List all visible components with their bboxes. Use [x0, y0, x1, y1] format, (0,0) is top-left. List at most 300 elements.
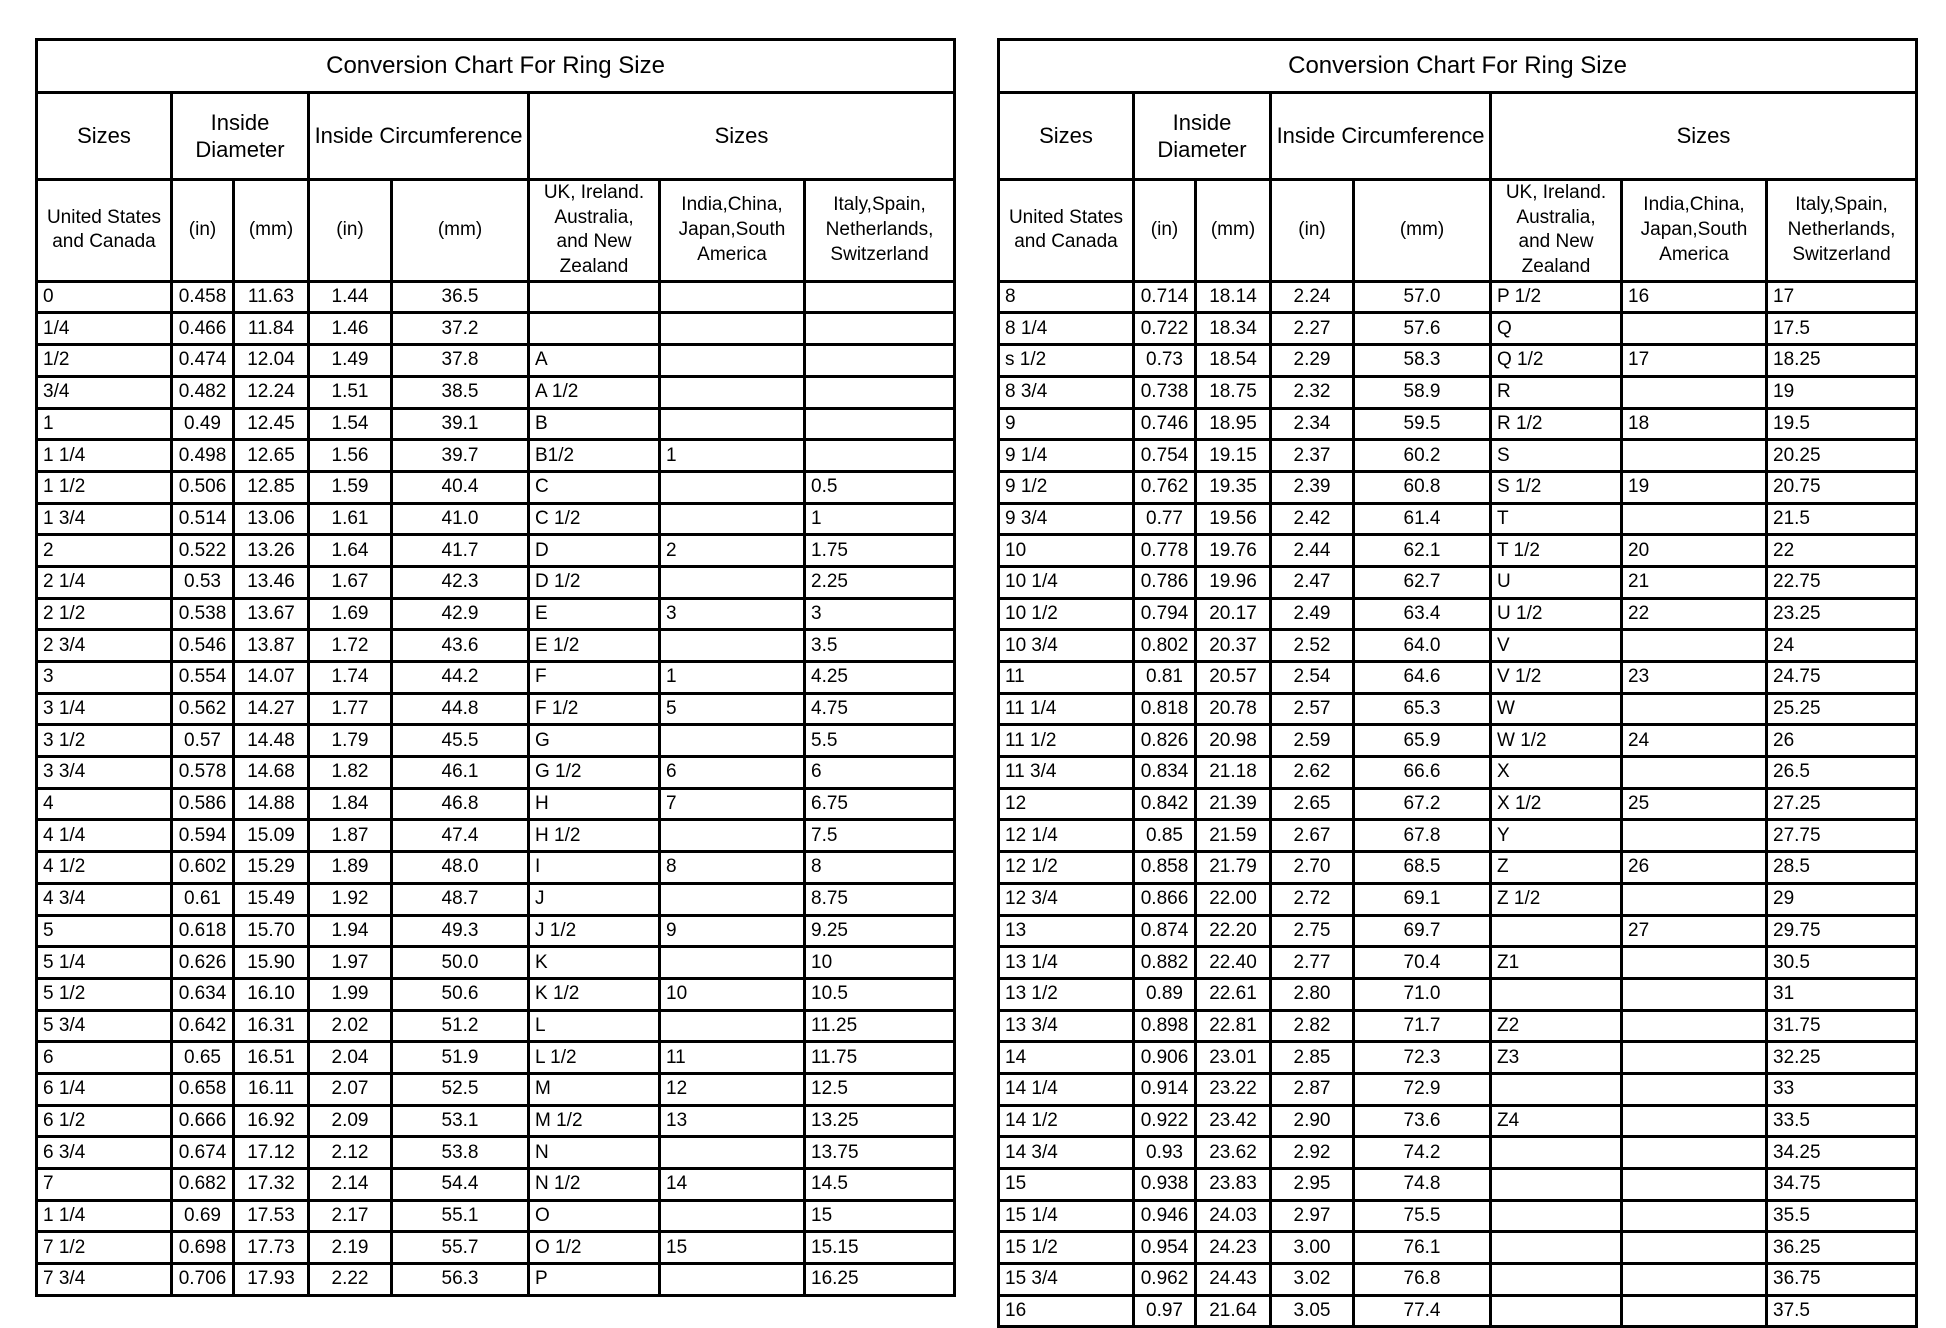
cell-uk-size: T [1491, 503, 1622, 535]
table-row [999, 947, 1917, 979]
cell-diameter-in: 0.642 [172, 1010, 234, 1042]
cell-diameter-in: 0.474 [172, 345, 234, 377]
cell-diameter-mm: 15.49 [234, 883, 309, 915]
cell-uk-size [1491, 1073, 1622, 1105]
cell-diameter-in: 0.778 [1134, 535, 1196, 567]
cell-us-size: 12 3/4 [999, 883, 1134, 915]
cell-uk-size: O 1/2 [529, 1232, 660, 1264]
cell-circumference-mm: 41.7 [392, 535, 529, 567]
cell-uk-size: G 1/2 [529, 757, 660, 789]
cell-italy-size: 11.75 [805, 1042, 955, 1074]
cell-circumference-in: 2.49 [1271, 598, 1354, 630]
column-header-uk: UK, Ireland. Australia, and New Zealand [1491, 180, 1622, 282]
cell-us-size: 9 1/4 [999, 440, 1134, 472]
cell-india-size [660, 408, 805, 440]
table-row [999, 1073, 1917, 1105]
cell-us-size: 5 1/2 [37, 978, 172, 1010]
cell-diameter-in: 0.634 [172, 978, 234, 1010]
table-row [37, 1105, 955, 1137]
cell-india-size: 1 [660, 440, 805, 472]
table-row [999, 1042, 1917, 1074]
cell-diameter-in: 0.514 [172, 503, 234, 535]
cell-diameter-mm: 15.70 [234, 915, 309, 947]
cell-italy-size: 5.5 [805, 725, 955, 757]
cell-italy-size: 11.25 [805, 1010, 955, 1042]
cell-uk-size: H 1/2 [529, 820, 660, 852]
cell-india-size [1622, 630, 1767, 662]
cell-circumference-in: 2.14 [309, 1169, 392, 1201]
cell-italy-size: 26.5 [1767, 757, 1917, 789]
cell-circumference-in: 2.07 [309, 1073, 392, 1105]
cell-circumference-in: 2.32 [1271, 376, 1354, 408]
table-row [999, 693, 1917, 725]
cell-us-size: 10 1/2 [999, 598, 1134, 630]
cell-diameter-mm: 20.37 [1196, 630, 1271, 662]
cell-diameter-in: 0.666 [172, 1105, 234, 1137]
cell-india-size: 20 [1622, 535, 1767, 567]
table-row [999, 725, 1917, 757]
cell-italy-size: 19 [1767, 376, 1917, 408]
cell-italy-size: 9.25 [805, 915, 955, 947]
cell-india-size [660, 1137, 805, 1169]
cell-diameter-in: 0.538 [172, 598, 234, 630]
cell-diameter-in: 0.906 [1134, 1042, 1196, 1074]
cell-india-size [660, 820, 805, 852]
cell-diameter-mm: 19.96 [1196, 566, 1271, 598]
cell-india-size [660, 566, 805, 598]
cell-uk-size: S 1/2 [1491, 471, 1622, 503]
cell-us-size: 15 3/4 [999, 1264, 1134, 1296]
cell-circumference-in: 1.56 [309, 440, 392, 472]
cell-india-size [1622, 1042, 1767, 1074]
table-row [37, 313, 955, 345]
cell-us-size: 3 3/4 [37, 757, 172, 789]
cell-circumference-in: 1.67 [309, 566, 392, 598]
cell-diameter-in: 0.874 [1134, 915, 1196, 947]
cell-circumference-in: 2.62 [1271, 757, 1354, 789]
cell-circumference-mm: 50.0 [392, 947, 529, 979]
cell-circumference-mm: 56.3 [392, 1264, 529, 1296]
table-row [999, 788, 1917, 820]
column-header-circumference-mm: (mm) [392, 180, 529, 282]
cell-india-size: 9 [660, 915, 805, 947]
cell-circumference-mm: 74.8 [1354, 1169, 1491, 1201]
table-row [37, 788, 955, 820]
cell-diameter-mm: 21.39 [1196, 788, 1271, 820]
header-group-row [999, 93, 1917, 180]
cell-us-size: 11 1/2 [999, 725, 1134, 757]
cell-circumference-in: 1.97 [309, 947, 392, 979]
cell-circumference-in: 2.02 [309, 1010, 392, 1042]
table-row [37, 630, 955, 662]
cell-india-size [1622, 820, 1767, 852]
cell-diameter-in: 0.53 [172, 566, 234, 598]
cell-circumference-mm: 59.5 [1354, 408, 1491, 440]
column-header-row [37, 180, 955, 282]
cell-diameter-in: 0.626 [172, 947, 234, 979]
cell-diameter-mm: 14.68 [234, 757, 309, 789]
cell-india-size [1622, 376, 1767, 408]
cell-diameter-in: 0.786 [1134, 566, 1196, 598]
cell-uk-size [1491, 1169, 1622, 1201]
cell-diameter-mm: 22.20 [1196, 915, 1271, 947]
header-inside-circumference: Inside Circumference [309, 93, 529, 180]
cell-circumference-mm: 39.1 [392, 408, 529, 440]
cell-us-size: 8 1/4 [999, 313, 1134, 345]
cell-uk-size: F [529, 662, 660, 694]
header-inside-diameter: Inside Diameter [172, 93, 309, 180]
cell-diameter-in: 0.722 [1134, 313, 1196, 345]
cell-us-size: 5 [37, 915, 172, 947]
cell-italy-size: 31 [1767, 978, 1917, 1010]
cell-us-size: 7 3/4 [37, 1264, 172, 1296]
cell-diameter-mm: 23.01 [1196, 1042, 1271, 1074]
cell-us-size: 2 1/2 [37, 598, 172, 630]
cell-uk-size: N [529, 1137, 660, 1169]
cell-uk-size: D [529, 535, 660, 567]
cell-italy-size: 10.5 [805, 978, 955, 1010]
cell-diameter-in: 0.97 [1134, 1295, 1196, 1327]
cell-us-size: 2 1/4 [37, 566, 172, 598]
cell-circumference-mm: 64.0 [1354, 630, 1491, 662]
cell-uk-size: Z1 [1491, 947, 1622, 979]
cell-diameter-mm: 20.78 [1196, 693, 1271, 725]
table-row [999, 345, 1917, 377]
cell-circumference-in: 2.29 [1271, 345, 1354, 377]
table-row [999, 1169, 1917, 1201]
cell-circumference-mm: 69.7 [1354, 915, 1491, 947]
cell-us-size: 11 [999, 662, 1134, 694]
cell-diameter-mm: 23.22 [1196, 1073, 1271, 1105]
table-row [37, 725, 955, 757]
cell-circumference-mm: 58.3 [1354, 345, 1491, 377]
cell-circumference-in: 1.59 [309, 471, 392, 503]
column-header-diameter-mm: (mm) [1196, 180, 1271, 282]
cell-us-size: 14 [999, 1042, 1134, 1074]
table-row [37, 978, 955, 1010]
cell-diameter-in: 0.714 [1134, 281, 1196, 313]
cell-circumference-mm: 65.9 [1354, 725, 1491, 757]
table-row [37, 281, 955, 313]
cell-circumference-mm: 51.2 [392, 1010, 529, 1042]
cell-diameter-in: 0.89 [1134, 978, 1196, 1010]
cell-circumference-mm: 71.7 [1354, 1010, 1491, 1042]
cell-india-size [1622, 757, 1767, 789]
table-row [37, 662, 955, 694]
cell-uk-size: Z3 [1491, 1042, 1622, 1074]
cell-us-size: 6 3/4 [37, 1137, 172, 1169]
cell-diameter-mm: 17.32 [234, 1169, 309, 1201]
cell-italy-size [805, 408, 955, 440]
cell-italy-size [805, 281, 955, 313]
cell-uk-size [1491, 1264, 1622, 1296]
cell-circumference-in: 3.02 [1271, 1264, 1354, 1296]
cell-italy-size: 17 [1767, 281, 1917, 313]
cell-uk-size: V 1/2 [1491, 662, 1622, 694]
cell-italy-size: 24 [1767, 630, 1917, 662]
cell-circumference-mm: 76.1 [1354, 1232, 1491, 1264]
cell-circumference-in: 1.69 [309, 598, 392, 630]
cell-italy-size: 34.75 [1767, 1169, 1917, 1201]
cell-circumference-in: 1.89 [309, 852, 392, 884]
cell-us-size: 3/4 [37, 376, 172, 408]
cell-diameter-in: 0.73 [1134, 345, 1196, 377]
cell-india-size [1622, 1232, 1767, 1264]
cell-diameter-in: 0.898 [1134, 1010, 1196, 1042]
cell-us-size: 1 1/2 [37, 471, 172, 503]
cell-us-size: 2 3/4 [37, 630, 172, 662]
cell-uk-size: Z 1/2 [1491, 883, 1622, 915]
cell-us-size: 13 1/2 [999, 978, 1134, 1010]
cell-italy-size: 19.5 [1767, 408, 1917, 440]
column-header-diameter-in: (in) [1134, 180, 1196, 282]
cell-india-size: 19 [1622, 471, 1767, 503]
cell-india-size [660, 1010, 805, 1042]
table-row [37, 757, 955, 789]
cell-india-size: 10 [660, 978, 805, 1010]
cell-circumference-mm: 70.4 [1354, 947, 1491, 979]
cell-us-size: 6 [37, 1042, 172, 1074]
cell-italy-size: 18.25 [1767, 345, 1917, 377]
cell-india-size [660, 725, 805, 757]
cell-italy-size: 13.25 [805, 1105, 955, 1137]
cell-diameter-mm: 21.79 [1196, 852, 1271, 884]
cell-circumference-mm: 51.9 [392, 1042, 529, 1074]
cell-italy-size: 22 [1767, 535, 1917, 567]
table-title: Conversion Chart For Ring Size [37, 40, 955, 93]
cell-diameter-in: 0.69 [172, 1200, 234, 1232]
column-header-india: India,China, Japan,South America [1622, 180, 1767, 282]
cell-india-size: 24 [1622, 725, 1767, 757]
cell-us-size: 12 1/2 [999, 852, 1134, 884]
cell-circumference-mm: 63.4 [1354, 598, 1491, 630]
cell-us-size: 1 [37, 408, 172, 440]
cell-india-size: 5 [660, 693, 805, 725]
cell-diameter-in: 0.882 [1134, 947, 1196, 979]
cell-diameter-mm: 21.64 [1196, 1295, 1271, 1327]
cell-us-size: 6 1/2 [37, 1105, 172, 1137]
cell-us-size: 15 1/2 [999, 1232, 1134, 1264]
cell-diameter-mm: 11.63 [234, 281, 309, 313]
cell-italy-size: 22.75 [1767, 566, 1917, 598]
cell-circumference-mm: 44.2 [392, 662, 529, 694]
cell-circumference-in: 2.34 [1271, 408, 1354, 440]
cell-italy-size: 17.5 [1767, 313, 1917, 345]
cell-diameter-mm: 19.56 [1196, 503, 1271, 535]
cell-circumference-mm: 62.1 [1354, 535, 1491, 567]
cell-diameter-in: 0.914 [1134, 1073, 1196, 1105]
cell-diameter-mm: 20.57 [1196, 662, 1271, 694]
cell-circumference-mm: 42.9 [392, 598, 529, 630]
cell-diameter-in: 0.93 [1134, 1137, 1196, 1169]
cell-uk-size: X 1/2 [1491, 788, 1622, 820]
cell-diameter-in: 0.49 [172, 408, 234, 440]
cell-italy-size: 10 [805, 947, 955, 979]
cell-circumference-in: 1.44 [309, 281, 392, 313]
cell-india-size: 27 [1622, 915, 1767, 947]
cell-circumference-mm: 48.0 [392, 852, 529, 884]
table-row [999, 598, 1917, 630]
cell-diameter-in: 0.754 [1134, 440, 1196, 472]
cell-circumference-in: 2.65 [1271, 788, 1354, 820]
column-header-italy: Italy,Spain, Netherlands, Switzerland [805, 180, 955, 282]
cell-diameter-in: 0.706 [172, 1264, 234, 1296]
cell-diameter-mm: 12.24 [234, 376, 309, 408]
cell-circumference-in: 2.75 [1271, 915, 1354, 947]
cell-us-size: 9 1/2 [999, 471, 1134, 503]
cell-diameter-mm: 13.06 [234, 503, 309, 535]
cell-india-size: 25 [1622, 788, 1767, 820]
cell-us-size: 1 3/4 [37, 503, 172, 535]
table-body [999, 281, 1917, 1327]
cell-diameter-mm: 12.85 [234, 471, 309, 503]
cell-india-size [660, 376, 805, 408]
cell-india-size [1622, 883, 1767, 915]
table-row [999, 1010, 1917, 1042]
cell-diameter-in: 0.594 [172, 820, 234, 852]
table-row [999, 376, 1917, 408]
cell-india-size [1622, 503, 1767, 535]
cell-diameter-in: 0.586 [172, 788, 234, 820]
cell-us-size: 4 3/4 [37, 883, 172, 915]
cell-india-size: 13 [660, 1105, 805, 1137]
cell-india-size: 18 [1622, 408, 1767, 440]
table-row [999, 662, 1917, 694]
cell-uk-size [1491, 1137, 1622, 1169]
table-row [999, 535, 1917, 567]
table-row [37, 440, 955, 472]
cell-diameter-in: 0.498 [172, 440, 234, 472]
table-row [37, 345, 955, 377]
column-header-circumference-mm: (mm) [1354, 180, 1491, 282]
column-header-italy: Italy,Spain, Netherlands, Switzerland [1767, 180, 1917, 282]
cell-diameter-mm: 19.35 [1196, 471, 1271, 503]
cell-italy-size: 29 [1767, 883, 1917, 915]
cell-italy-size: 8.75 [805, 883, 955, 915]
cell-uk-size: U 1/2 [1491, 598, 1622, 630]
cell-circumference-mm: 58.9 [1354, 376, 1491, 408]
cell-italy-size: 15 [805, 1200, 955, 1232]
table-row [37, 1137, 955, 1169]
cell-us-size: 1 1/4 [37, 1200, 172, 1232]
cell-us-size: 16 [999, 1295, 1134, 1327]
table-row [999, 503, 1917, 535]
cell-diameter-mm: 15.90 [234, 947, 309, 979]
cell-diameter-mm: 13.87 [234, 630, 309, 662]
cell-uk-size: J 1/2 [529, 915, 660, 947]
cell-india-size: 23 [1622, 662, 1767, 694]
cell-diameter-in: 0.962 [1134, 1264, 1196, 1296]
cell-india-size: 1 [660, 662, 805, 694]
cell-circumference-in: 1.61 [309, 503, 392, 535]
cell-india-size: 21 [1622, 566, 1767, 598]
cell-circumference-mm: 50.6 [392, 978, 529, 1010]
cell-circumference-mm: 37.8 [392, 345, 529, 377]
cell-uk-size: P 1/2 [1491, 281, 1622, 313]
cell-diameter-mm: 20.17 [1196, 598, 1271, 630]
cell-circumference-mm: 41.0 [392, 503, 529, 535]
cell-uk-size: I [529, 852, 660, 884]
cell-india-size: 26 [1622, 852, 1767, 884]
cell-diameter-mm: 18.75 [1196, 376, 1271, 408]
table-row [37, 915, 955, 947]
cell-uk-size: X [1491, 757, 1622, 789]
cell-diameter-in: 0.522 [172, 535, 234, 567]
cell-diameter-mm: 20.98 [1196, 725, 1271, 757]
cell-diameter-in: 0.554 [172, 662, 234, 694]
cell-diameter-mm: 16.51 [234, 1042, 309, 1074]
cell-uk-size: V [1491, 630, 1622, 662]
cell-us-size: 7 [37, 1169, 172, 1201]
cell-diameter-in: 0.826 [1134, 725, 1196, 757]
cell-circumference-in: 2.90 [1271, 1105, 1354, 1137]
cell-italy-size: 12.5 [805, 1073, 955, 1105]
table-row [999, 1264, 1917, 1296]
table-row [37, 1200, 955, 1232]
cell-italy-size: 23.25 [1767, 598, 1917, 630]
cell-circumference-mm: 77.4 [1354, 1295, 1491, 1327]
cell-circumference-mm: 46.1 [392, 757, 529, 789]
cell-circumference-mm: 73.6 [1354, 1105, 1491, 1137]
cell-uk-size: P [529, 1264, 660, 1296]
cell-us-size: 13 [999, 915, 1134, 947]
cell-circumference-mm: 44.8 [392, 693, 529, 725]
cell-diameter-in: 0.61 [172, 883, 234, 915]
cell-india-size [1622, 440, 1767, 472]
cell-circumference-in: 2.44 [1271, 535, 1354, 567]
cell-diameter-in: 0.946 [1134, 1200, 1196, 1232]
cell-diameter-mm: 12.45 [234, 408, 309, 440]
cell-diameter-mm: 14.27 [234, 693, 309, 725]
cell-diameter-mm: 19.76 [1196, 535, 1271, 567]
cell-circumference-in: 2.97 [1271, 1200, 1354, 1232]
cell-diameter-mm: 19.15 [1196, 440, 1271, 472]
cell-circumference-mm: 57.6 [1354, 313, 1491, 345]
cell-india-size: 3 [660, 598, 805, 630]
cell-india-size: 17 [1622, 345, 1767, 377]
cell-uk-size: K [529, 947, 660, 979]
cell-us-size: 10 [999, 535, 1134, 567]
cell-circumference-mm: 55.1 [392, 1200, 529, 1232]
cell-circumference-in: 1.92 [309, 883, 392, 915]
table-row [37, 1010, 955, 1042]
cell-circumference-mm: 49.3 [392, 915, 529, 947]
cell-italy-size: 36.75 [1767, 1264, 1917, 1296]
header-inside-circumference: Inside Circumference [1271, 93, 1491, 180]
cell-diameter-in: 0.858 [1134, 852, 1196, 884]
cell-uk-size: K 1/2 [529, 978, 660, 1010]
cell-circumference-in: 2.12 [309, 1137, 392, 1169]
cell-circumference-in: 3.05 [1271, 1295, 1354, 1327]
table-row [999, 1232, 1917, 1264]
cell-us-size: 14 1/2 [999, 1105, 1134, 1137]
cell-diameter-in: 0.658 [172, 1073, 234, 1105]
cell-us-size: 9 3/4 [999, 503, 1134, 535]
cell-diameter-in: 0.81 [1134, 662, 1196, 694]
cell-uk-size: B [529, 408, 660, 440]
cell-circumference-in: 1.77 [309, 693, 392, 725]
cell-uk-size [529, 281, 660, 313]
cell-us-size: 6 1/4 [37, 1073, 172, 1105]
cell-diameter-mm: 17.93 [234, 1264, 309, 1296]
cell-italy-size: 29.75 [1767, 915, 1917, 947]
cell-diameter-in: 0.674 [172, 1137, 234, 1169]
column-header-us-canada: United States and Canada [37, 180, 172, 282]
cell-us-size: 10 1/4 [999, 566, 1134, 598]
cell-india-size [1622, 1295, 1767, 1327]
cell-circumference-mm: 52.5 [392, 1073, 529, 1105]
table-row [37, 566, 955, 598]
